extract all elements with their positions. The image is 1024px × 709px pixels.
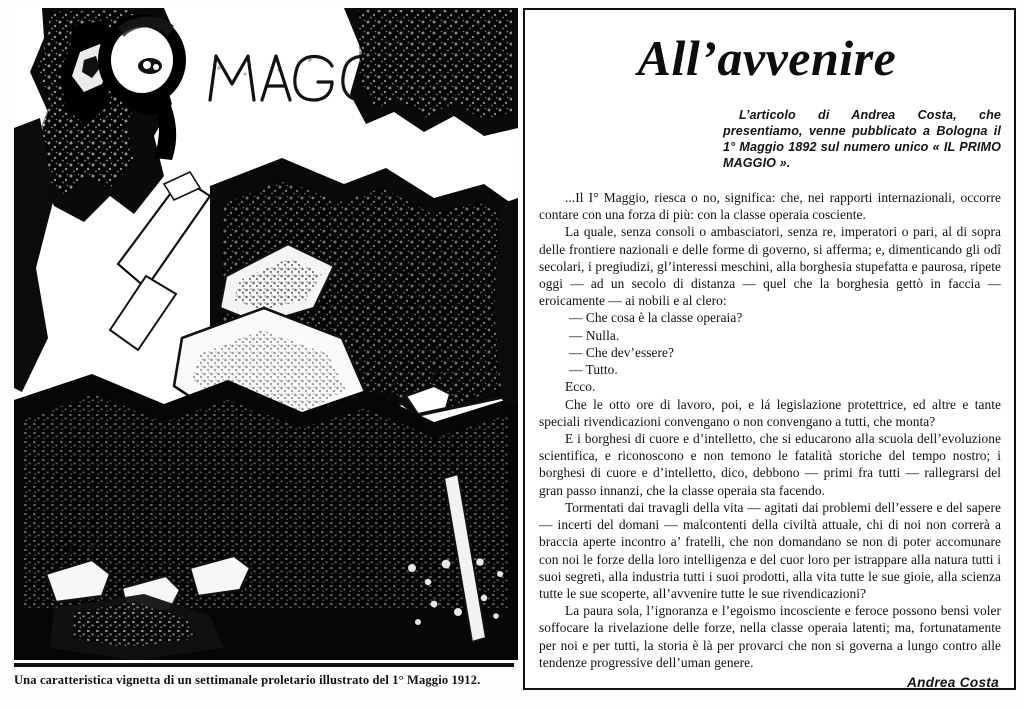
article-body	[539, 189, 1001, 671]
article-paragraph: ...Il I° Maggio, riesca o no, significa: che, nei rapporti internazionali, occorre contare con una forza di più: con la classe operaia cosciente.	[539, 189, 1001, 223]
editorial-note: L’articolo di Andrea Costa, che presentiamo, venne pubblicato a Bologna il 1° Maggio 1892 sul numero unico « IL PRIMO MAGGIO ».	[723, 107, 1001, 170]
article-title: All’avvenire	[637, 30, 897, 86]
article-panel	[523, 8, 1016, 690]
caption-divider	[14, 663, 514, 667]
dialogue-line: — Tutto.	[569, 362, 618, 378]
article-paragraph: La quale, senza consoli o ambasciatori, senza re, imperatori o pari, al di sopra delle frontiere nazionali e delle forme di governo, si afferma; e, dimenticando gli odî secolari, i pregiudizi, gl’interessi meschini, alla borghesia stupefatta e paurosa, ripete oggi — ad un secolo di distanza — quel che la borghesia gettò in faccia — eroicamente — ai nobili e al clero:	[539, 224, 1001, 309]
article-content	[539, 20, 1001, 691]
dialogue-line: — Nulla.	[569, 327, 620, 343]
dialogue-list	[539, 309, 1001, 378]
illustration-caption: Una caratteristica vignetta di un settimanale proletario illustrato del 1° Maggio 1912.	[14, 673, 481, 687]
illustration-figure	[14, 8, 518, 660]
article-paragraph: La paura sola, l’ignoranza e l’egoismo incosciente e feroce possono bensì voler soffocare la rivelazione delle forze, nella classe operaia latenti; ma, fortunatamente per noi e per tutti, la storia è là per provarci che non si governa a lungo contro alle tendenze progressive dell’uman genere.	[539, 603, 1001, 670]
dialogue-line: — Che dev’essere?	[569, 344, 674, 360]
article-paragraph: Ecco.	[565, 379, 596, 395]
illustration-artwork	[14, 8, 518, 660]
article-paragraph: E i borghesi di cuore e d’intelletto, che si educarono alla scuola dell’evoluzione scientifica, e riconoscono e non temono le fatalità storiche del tempo nostro; i borghesi di cuore e d’intelletto, dico, debbono — primi fra tutti — rallegrarsi del gran passo innanzi, che la classe operaia sta facendo.	[539, 431, 1001, 498]
article-paragraph: Tormentati dai travagli della vita — agitati dai problemi dell’essere e del sapere — incerti del domani — malcontenti della civiltà attuale, chi di noi non correrà a braccia aperte incontro a’ fratelli, che non domandano se non di poter accomunare con noi le forze della loro intelligenza e del cuor loro per istrappare alla natura tutti i suoi segreti, alla industria tutti i suoi prodotti, alla vita tutte le sue gioie, alla scienza tutte le sue scoperte, all’avvenire tutte le sue rivendicazioni?	[539, 499, 1001, 601]
author-signature: Andrea Costa	[907, 675, 999, 691]
article-paragraph: Che le otto ore di lavoro, poi, e lá legislazione protettrice, ed altre e tante speciali rivendicazioni convengano o non convengano a tutti, che monta?	[539, 396, 1001, 429]
illustration-image	[14, 8, 518, 660]
dialogue-line: — Che cosa è la classe operaia?	[569, 310, 743, 326]
